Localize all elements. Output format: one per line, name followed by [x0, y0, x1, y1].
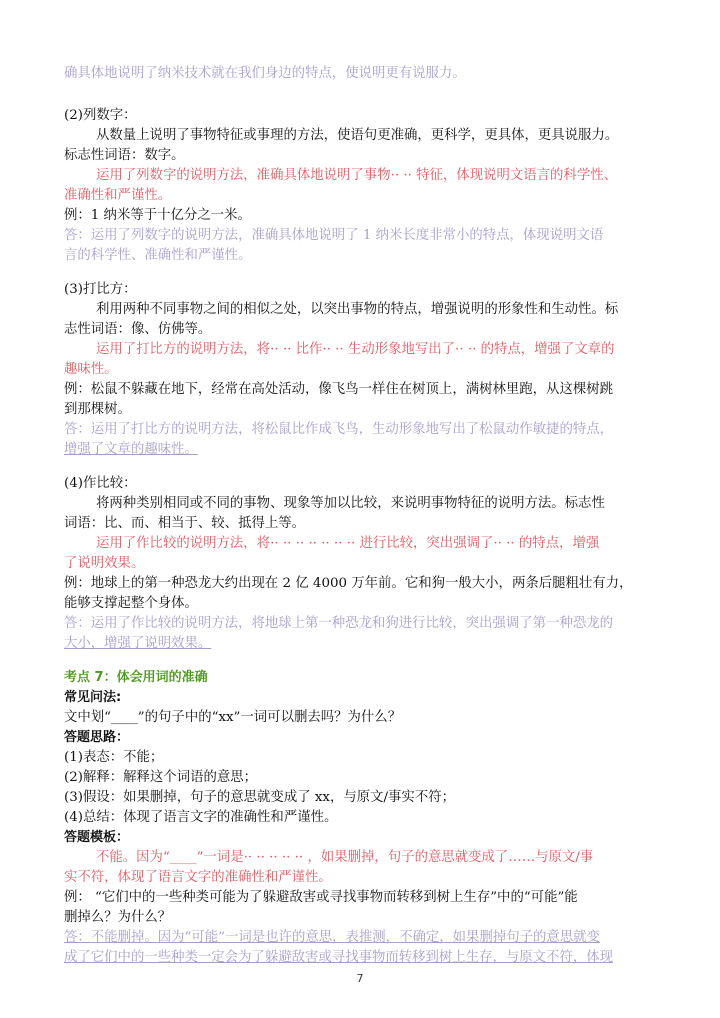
section-heading: (2)列数字： [64, 108, 137, 123]
subheading: 常见问法: [64, 690, 122, 705]
text-line: 确具体地说明了纳米技术就在我们身边的特点，使说明更有说服力。 [64, 66, 466, 81]
text-line: 标志性词语：数字。 [64, 148, 185, 163]
text-line: 将两种类别相同或不同的事物、现象等加以比较，来说明事物特征的说明方法。标志性 [96, 496, 605, 511]
answer-line: 大小，增强了说明效果。 [64, 636, 212, 651]
answer-line: 言的科学性、准确性和严谨性。 [64, 248, 252, 263]
answer-line: 答：不能删掉。因为“可能”一词是也许的意思，表推测，不确定，如果删掉句子的意思就变 [64, 930, 600, 945]
text-line: 文中划“____”的句子中的“xx”一词可以删去吗？为什么？ [64, 710, 402, 725]
template-line: 运用了作比较的说明方法，将·· ·· ·· ·· ·· ·· ·· 进行比较，突出强调了·· ·· 的特点，增强 [96, 536, 600, 551]
example-line: 能够支撑起整个身体。 [64, 596, 198, 611]
template-line: 运用了打比方的说明方法，将·· ·· 比作·· ·· 生动形象地写出了·· ·· 的特点，增强了文章的 [96, 342, 615, 357]
text-line: 志性词语：像、仿佛等。 [64, 322, 212, 337]
example-line: 例： “它们中的一些种类可能为了躲避敌害或寻找事物而转移到树上生存”中的“可能”能 [64, 890, 578, 905]
example-line: 例：地球上的第一种恐龙大约出现在 2 亿 4000 万年前。它和狗一般大小，两条后腿粗壮有力， [64, 576, 633, 591]
example-line: 到那棵树。 [64, 402, 131, 417]
text-line: 从数量上说明了事物特征或事理的方法，使语句更准确，更科学，更具体，更具说服力。 [96, 128, 619, 143]
list-item: (4)总结：体现了语言文字的准确性和严谨性。 [64, 810, 338, 825]
answer-line: 增强了文章的趣味性。 [64, 442, 198, 457]
text-line: 词语：比、而、相当于、较、抵得上等。 [64, 516, 306, 531]
text-line: 利用两种不同事物之间的相似之处，以突出事物的特点，增强说明的形象性和生动性。标 [96, 302, 619, 317]
answer-line: 答：运用了列数字的说明方法，准确具体地说明了 1 纳米长度非常小的特点，体现说明文语 [64, 228, 604, 243]
example-line: 例：松鼠不躲藏在地下，经常在高处活动，像飞鸟一样住在树顶上，满树林里跑，从这棵树跳 [64, 382, 614, 397]
example-line: 例：1 纳米等于十亿分之一米。 [64, 208, 251, 223]
template-line: 实不符，体现了语言文字的准确性和严谨性。 [64, 870, 332, 885]
template-line: 运用了列数字的说明方法，准确具体地说明了事物·· ·· 特征，体现说明文语言的科学性、 [96, 168, 617, 183]
template-line: 趣味性。 [64, 362, 118, 377]
template-line: 不能。因为“____”一词是·· ·· ·· ·· ·· ，如果删掉，句子的意思就变成了……与原文/事 [96, 850, 594, 865]
answer-line: 答：运用了打比方的说明方法，将松鼠比作成飞鸟，生动形象地写出了松鼠动作敏捷的特点， [64, 422, 614, 437]
page-number: 7 [356, 972, 364, 985]
list-item: (2)解释：解释这个词语的意思； [64, 770, 258, 785]
section-heading: (3)打比方： [64, 282, 137, 297]
section-heading: (4)作比较： [64, 476, 137, 491]
answer-line: 答：运用了作比较的说明方法，将地球上第一种恐龙和狗进行比较，突出强调了第一种恐龙的 [64, 616, 614, 631]
list-item: (3)假设：如果删掉，句子的意思就变成了 xx，与原文/事实不符； [64, 790, 455, 805]
template-line: 准确性和严谨性。 [64, 188, 172, 203]
example-line: 删掉么？为什么？ [64, 910, 172, 925]
template-line: 了说明效果。 [64, 556, 145, 571]
topic-heading: 考点 7：体会用词的准确 [64, 670, 208, 685]
subheading: 答题思路： [64, 730, 130, 745]
answer-line: 成了它们中的一些种类一定会为了躲避敌害或寻找事物而转移到树上生存，与原文不符，体现 [64, 950, 614, 965]
subheading: 答题模板： [64, 830, 130, 845]
list-item: (1)表态：不能； [64, 750, 164, 765]
